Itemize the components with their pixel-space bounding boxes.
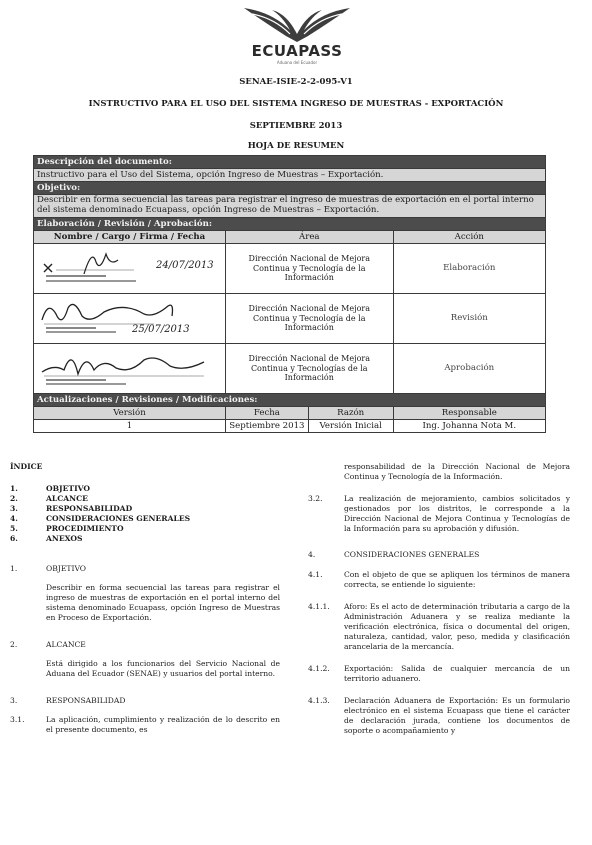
- mod-col-version: Versión: [34, 406, 226, 419]
- section-body: Está dirigido a los funcionarios del Servicio Nacional de Aduana del Ecuador (SENAE) y usuarios del portal interno.: [46, 659, 280, 679]
- definition-item: [308, 602, 570, 652]
- right-column: [308, 462, 570, 736]
- signature-row: [34, 343, 546, 393]
- objective-label: Objetivo:: [34, 182, 546, 195]
- toc-title: ANEXOS: [46, 534, 83, 544]
- toc-number: 1.: [10, 484, 18, 494]
- document-date: SEPTIEMBRE 2013: [249, 121, 343, 131]
- subsection-body: Con el objeto de que se apliquen los términos de manera correcta, se entiende lo siguiente:: [344, 570, 570, 590]
- toc-title: CONSIDERACIONES GENERALES: [46, 514, 191, 524]
- description-label: Descripción del documento:: [34, 156, 546, 169]
- subsection: [308, 494, 570, 534]
- subsection-body: La realización de mejoramiento, cambios solicitados y gestionados por los distritos, le corresponde a la Dirección Nacional de Mejora Continua y Tecnologías de la Información para su aprobación y difusión.: [344, 494, 570, 534]
- section-title: RESPONSABILIDAD: [46, 696, 126, 706]
- signature-cell: [34, 343, 226, 393]
- subsection-number: 3.2.: [308, 494, 323, 504]
- signature-date: 25/07/2013: [132, 323, 190, 335]
- toc-number: 5.: [10, 524, 18, 534]
- index-heading: ÍNDICE: [10, 462, 43, 471]
- mod-col-date: Fecha: [225, 406, 308, 419]
- summary-table: [33, 155, 546, 433]
- toc-title: RESPONSABILIDAD: [46, 504, 133, 514]
- section-heading: [10, 564, 280, 574]
- definition-body: Exportación: Salida de cualquier mercancía de un territorio aduanero.: [344, 664, 570, 684]
- signature-cell: [34, 293, 226, 343]
- toc-title: ALCANCE: [46, 494, 88, 504]
- section-number: 2.: [10, 640, 18, 650]
- logo-subtitle: Aduana del Ecuador: [276, 60, 318, 65]
- definition-number: 4.1.3.: [308, 696, 330, 706]
- section-body: Describir en forma secuencial las tareas para registrar el ingreso de muestras de exportación en el portal interno del sistema denominado Ecuapass, opción Ingreso de Muestras en Proceso de Exportación.: [46, 583, 280, 623]
- mod-col-responsible: Responsable: [393, 406, 545, 419]
- section-number: 1.: [10, 564, 18, 574]
- toc-item: [10, 494, 280, 504]
- handwritten-signature: [34, 344, 224, 390]
- subsection-body: La aplicación, cumplimiento y realización de lo descrito en el presente documento, es: [46, 715, 280, 735]
- subsection-number: 4.1.: [308, 570, 323, 580]
- area-cell: Dirección Nacional de Mejora Continua y Tecnología de la Información: [225, 293, 393, 343]
- handwritten-signature: [34, 244, 224, 290]
- section-heading: [308, 550, 570, 560]
- description-text: Instructivo para el Uso del Sistema, opción Ingreso de Muestras – Exportación.: [34, 169, 546, 182]
- elaboration-label: Elaboración / Revisión / Aprobación:: [34, 217, 546, 230]
- condor-icon: [242, 4, 352, 44]
- modifications-label: Actualizaciones / Revisiones / Modificaciones:: [34, 393, 546, 406]
- action-cell: Aprobación: [393, 343, 545, 393]
- toc-item: [10, 504, 280, 514]
- mod-date: Septiembre 2013: [225, 419, 308, 432]
- definition-number: 4.1.1.: [308, 602, 330, 612]
- mod-responsible: Ing. Johanna Nota M.: [393, 419, 545, 432]
- mod-reason: Versión Inicial: [308, 419, 393, 432]
- ecuapass-logo: [228, 4, 366, 68]
- objective-text: Describir en forma secuencial las tareas para registrar el ingreso de muestras de exportación en el portal interno del sistema denominado Ecuapass, opción Ingreso de Muestras – Exportación.: [34, 195, 546, 218]
- toc-number: 4.: [10, 514, 18, 524]
- definition-body: Declaración Aduanera de Exportación: Es un formulario electrónico en el sistema Ecuapass que tiene el carácter de declaración jurada, contiene los documentos de soporte o acompañamiento y: [344, 696, 570, 736]
- subsection-number: 3.1.: [10, 715, 25, 725]
- signature-cell: [34, 243, 226, 293]
- toc-item: [10, 484, 280, 494]
- document-code: SENAE-ISIE-2-2-095-V1: [239, 77, 353, 87]
- subsection: [10, 715, 280, 735]
- area-cell: Dirección Nacional de Mejora Continua y Tecnologías de la Información: [225, 343, 393, 393]
- logo-name: ECUAPASS: [251, 42, 343, 60]
- section-number: 4.: [308, 550, 316, 560]
- definition-number: 4.1.2.: [308, 664, 330, 674]
- action-cell: Elaboración: [393, 243, 545, 293]
- definition-item: [308, 664, 570, 684]
- continued-text: responsabilidad de la Dirección Nacional de Mejora Continua y Tecnología de la Información.: [344, 462, 570, 482]
- signature-row: [34, 293, 546, 343]
- section-heading: [10, 696, 280, 706]
- section-title: CONSIDERACIONES GENERALES: [344, 550, 480, 560]
- left-column: [10, 462, 280, 735]
- signature-date: 24/07/2013: [156, 259, 214, 271]
- toc-number: 2.: [10, 494, 18, 504]
- toc-item: [10, 514, 280, 524]
- toc-number: 3.: [10, 504, 18, 514]
- col-header-name: Nombre / Cargo / Firma / Fecha: [34, 230, 226, 243]
- toc-title: PROCEDIMIENTO: [46, 524, 124, 534]
- document-title: INSTRUCTIVO PARA EL USO DEL SISTEMA INGRESO DE MUESTRAS - EXPORTACIÓN: [88, 99, 504, 109]
- table-of-contents: [10, 484, 280, 544]
- toc-title: OBJETIVO: [46, 484, 90, 494]
- mod-version: 1: [34, 419, 226, 432]
- action-cell: Revisión: [393, 293, 545, 343]
- subsection: [308, 570, 570, 590]
- section-heading: [10, 640, 280, 650]
- toc-number: 6.: [10, 534, 18, 544]
- section-number: 3.: [10, 696, 18, 706]
- section-title: OBJETIVO: [46, 564, 87, 574]
- toc-item: [10, 524, 280, 534]
- area-cell: Dirección Nacional de Mejora Continua y Tecnología de la Información: [225, 243, 393, 293]
- summary-sheet-heading: HOJA DE RESUMEN: [247, 141, 345, 151]
- col-header-action: Acción: [393, 230, 545, 243]
- handwritten-signature: [34, 294, 224, 340]
- mod-col-reason: Razón: [308, 406, 393, 419]
- definition-body: Aforo: Es el acto de determinación tributaria a cargo de la Administración Aduanera y se realiza mediante la verificación electrónica, física o documental del origen, naturaleza, cantidad, valor, peso, medida y clasificación arancelaria de la mercancía.: [344, 602, 570, 652]
- toc-item: [10, 534, 280, 544]
- definition-item: [308, 696, 570, 736]
- signature-row: [34, 243, 546, 293]
- section-title: ALCANCE: [46, 640, 86, 650]
- col-header-area: Área: [225, 230, 393, 243]
